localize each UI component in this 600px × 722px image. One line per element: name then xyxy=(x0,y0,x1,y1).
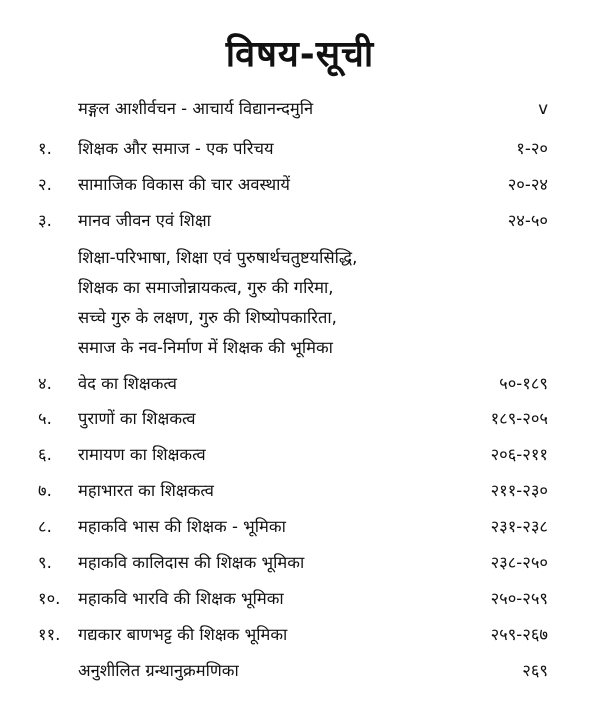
subtopic-line: शिक्षक का समाजोन्नायकत्व, गुरु की गरिमा, xyxy=(78,278,334,297)
entry-number: ६. xyxy=(38,445,52,464)
entry-title: मङ्गल आशीर्वचन - आचार्य विद्यानन्दमुनि xyxy=(78,99,314,118)
entry-title: महाभारत का शिक्षकत्व xyxy=(78,481,214,500)
entry-pages: १-२० xyxy=(516,139,548,158)
toc-entry-7 xyxy=(0,476,600,506)
toc-entry-9 xyxy=(0,548,600,578)
entry-pages: २६९ xyxy=(522,661,548,680)
entry-number: ७. xyxy=(38,481,52,500)
entry-number: ५. xyxy=(38,409,52,428)
toc-entry-6 xyxy=(0,440,600,470)
entry-number: ८. xyxy=(38,517,52,536)
subtopic-line: सच्चे गुरु के लक्षण, गुरु की शिष्योपकारिता, xyxy=(78,308,337,327)
page-title: विषय-सूची xyxy=(225,34,375,75)
entry-number: १. xyxy=(38,139,52,158)
toc-entry-blessing xyxy=(0,94,600,124)
entry-title: पुराणों का शिक्षकत्व xyxy=(78,409,196,428)
toc-entry-5 xyxy=(0,404,600,434)
subtopic-line: शिक्षा-परिभाषा, शिक्षा एवं पुरुषार्थचतुष्टयसिद्धि, xyxy=(78,248,358,267)
entry-title: गद्यकार बाणभट्ट की शिक्षक भूमिका xyxy=(78,625,288,644)
toc-entry-1 xyxy=(0,134,600,164)
subtopic-line: समाज के नव-निर्माण में शिक्षक की भूमिका xyxy=(78,338,333,357)
entry-pages: २०-२४ xyxy=(507,175,548,194)
entry-pages: १८९-२०५ xyxy=(490,409,548,428)
entry-title: मानव जीवन एवं शिक्षा xyxy=(78,211,211,230)
entry-number: २. xyxy=(38,175,52,194)
toc-entry-8 xyxy=(0,512,600,542)
toc-entry-2 xyxy=(0,170,600,200)
entry-number: १०. xyxy=(38,589,61,608)
entry-title: रामायण का शिक्षकत्व xyxy=(78,445,206,464)
toc-entry-10 xyxy=(0,584,600,614)
entry-title: महाकवि भारवि की शिक्षक भूमिका xyxy=(78,589,284,608)
entry-title: अनुशीलित ग्रन्थानुक्रमणिका xyxy=(78,661,239,680)
toc-entry-4 xyxy=(0,369,600,399)
entry-pages: २११-२३० xyxy=(490,481,548,500)
entry-pages: v xyxy=(538,99,548,118)
entry-title: शिक्षक और समाज - एक परिचय xyxy=(78,139,274,158)
entry-pages: २५०-२५९ xyxy=(490,589,548,608)
toc-entry-11 xyxy=(0,620,600,650)
entry-pages: ५०-१८९ xyxy=(499,374,548,393)
entry-number: ३. xyxy=(38,211,52,230)
entry-pages: २३८-२५० xyxy=(490,553,548,572)
entry-pages: २०६-२११ xyxy=(490,445,548,464)
entry-title: महाकवि भास की शिक्षक - भूमिका xyxy=(78,517,286,536)
entry-title: सामाजिक विकास की चार अवस्थायें xyxy=(78,175,290,194)
entry-pages: २४-५० xyxy=(507,211,548,230)
entry-number: ४. xyxy=(38,374,52,393)
entry-pages: २५९-२६७ xyxy=(490,625,548,644)
toc-entry-bibliography xyxy=(0,656,600,686)
entry-number: ९. xyxy=(38,553,52,572)
entry-title: महाकवि कालिदास की शिक्षक भूमिका xyxy=(78,553,305,572)
entry-title: वेद का शिक्षकत्व xyxy=(78,374,177,393)
toc-entry-3 xyxy=(0,206,600,236)
entry-number: ११. xyxy=(38,625,61,644)
entry-pages: २३१-२३८ xyxy=(490,517,548,536)
